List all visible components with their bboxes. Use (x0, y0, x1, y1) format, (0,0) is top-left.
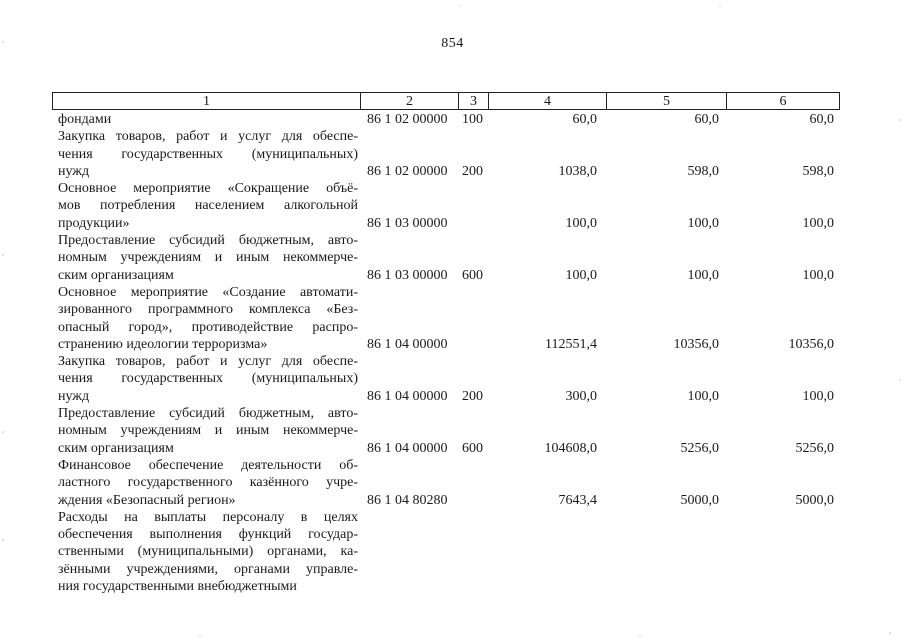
description-line: зёнными учреждениями, органами управле- (58, 561, 358, 577)
value-col-4: 112551,4 (545, 336, 597, 352)
value-col-6: 5000,0 (795, 492, 834, 508)
description-line: ским организациям (58, 267, 174, 283)
description-line: Предоставление субсидий бюджетным, авто- (58, 406, 358, 422)
description-line: чения государственных (муниципальных) (58, 371, 358, 387)
budget-code: 86 1 04 00000 (367, 336, 448, 352)
expense-type: 600 (462, 267, 483, 283)
description-line: опасный город», противодействие распро- (58, 319, 358, 335)
expense-type: 200 (462, 163, 483, 179)
header-col-5: 5 (606, 93, 726, 109)
table-header-row (52, 92, 840, 110)
value-col-5: 5256,0 (680, 440, 719, 456)
row-values (0, 578, 905, 595)
description-line: продукции» (58, 215, 130, 231)
table-row (0, 128, 905, 180)
description-line: ния государственными внебюджетными (58, 579, 297, 595)
description-line: ственными (муниципальными) органами, ка- (58, 544, 358, 560)
row-values (0, 440, 905, 457)
table-row (0, 180, 905, 232)
description-line: Закупка товаров, работ и услуг для обеспе- (58, 354, 358, 370)
value-col-4: 7643,4 (558, 492, 597, 508)
budget-code: 86 1 04 00000 (367, 440, 448, 456)
description-line: фондами (58, 112, 112, 127)
description-line: Основное мероприятие «Создание автомати- (58, 284, 358, 300)
value-col-4: 300,0 (565, 388, 597, 404)
header-col-6: 6 (726, 93, 839, 109)
value-col-4: 104608,0 (544, 440, 597, 456)
page-number: 854 (441, 36, 464, 51)
description-line: ждения «Безопасный регион» (58, 492, 236, 508)
value-col-4: 100,0 (565, 215, 597, 231)
row-values (0, 492, 905, 509)
table-row (0, 111, 905, 128)
description-line: номным учреждениям и иным некоммерче- (58, 423, 358, 439)
value-col-4: 100,0 (565, 267, 597, 283)
value-col-4: 60,0 (572, 112, 597, 127)
description-line: Закупка товаров, работ и услуг для обеспе- (58, 129, 358, 145)
description-line: мов потребления населением алкогольной (58, 198, 358, 214)
row-values (0, 267, 905, 284)
value-col-6: 5256,0 (795, 440, 834, 456)
header-col-2: 2 (360, 93, 458, 109)
row-values (0, 215, 905, 232)
description-line: Основное мероприятие «Сокращение объё- (58, 181, 358, 197)
description-line: номным учреждениям и иным некоммерче- (58, 250, 358, 266)
description-line: нужд (58, 163, 90, 179)
row-values (0, 336, 905, 353)
table-row (0, 232, 905, 284)
row-values (0, 163, 905, 180)
table-row (0, 353, 905, 405)
expense-type: 200 (462, 388, 483, 404)
row-values (0, 388, 905, 405)
budget-code: 86 1 04 80280 (367, 492, 448, 508)
budget-code: 86 1 03 00000 (367, 215, 448, 231)
description-line: нужд (58, 388, 90, 404)
value-col-5: 598,0 (687, 163, 719, 179)
budget-code: 86 1 02 00000 (367, 163, 448, 179)
value-col-5: 100,0 (687, 267, 719, 283)
description-line: Расходы на выплаты персоналу в целях (58, 509, 358, 525)
description-line: обеспечения выполнения функций государ- (58, 527, 358, 543)
table-body (0, 111, 905, 595)
value-col-5: 5000,0 (680, 492, 719, 508)
value-col-6: 100,0 (802, 215, 834, 231)
expense-type: 600 (462, 440, 483, 456)
budget-code: 86 1 04 00000 (367, 388, 448, 404)
description-line: странению идеологии терроризма» (58, 336, 268, 352)
table-row (0, 405, 905, 457)
header-col-1: 1 (203, 94, 210, 109)
description-line: ластного государственного казённого учре- (58, 475, 358, 491)
budget-code: 86 1 02 00000 (367, 112, 448, 127)
description-line: Предоставление субсидий бюджетным, авто- (58, 233, 358, 249)
description-line: чения государственных (муниципальных) (58, 146, 358, 162)
value-col-5: 100,0 (687, 215, 719, 231)
budget-code: 86 1 03 00000 (367, 267, 448, 283)
row-values (0, 111, 905, 128)
value-col-5: 10356,0 (673, 336, 719, 352)
value-col-6: 10356,0 (788, 336, 834, 352)
value-col-6: 60,0 (809, 112, 834, 127)
value-col-6: 598,0 (802, 163, 834, 179)
value-col-5: 60,0 (694, 112, 719, 127)
description-line: Финансовое обеспечение деятельности об- (58, 457, 358, 473)
table-row (0, 457, 905, 509)
value-col-6: 100,0 (802, 267, 834, 283)
value-col-6: 100,0 (802, 388, 834, 404)
header-col-3: 3 (458, 93, 488, 109)
description-line: ским организациям (58, 440, 174, 456)
description-line: зированного программного комплекса «Без- (58, 302, 358, 318)
header-col-4: 4 (488, 93, 606, 109)
value-col-5: 100,0 (687, 388, 719, 404)
table-row (0, 284, 905, 353)
expense-type: 100 (462, 112, 483, 127)
table-row (0, 509, 905, 595)
value-col-4: 1038,0 (558, 163, 597, 179)
